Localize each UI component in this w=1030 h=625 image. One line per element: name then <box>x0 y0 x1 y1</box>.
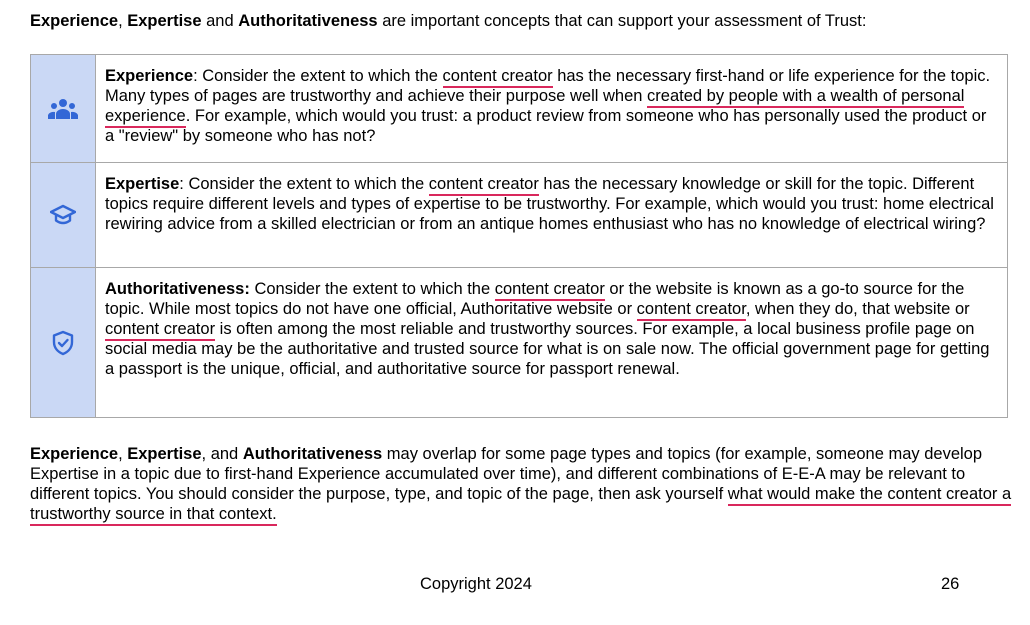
expertise-definition <box>96 163 1008 268</box>
intro-term-experience: Experience <box>30 12 119 30</box>
definition-text: has the necessary knowledge or skill for the topic. Different topics require different levels and types of expertise to be trustworthy. For example, which would you trust: home electrical rewiring advice from a skilled electrician or from an antique homes enthusiast who has no knowledge of electrical wiring? <box>105 175 994 233</box>
underlined-phrase: content creator <box>495 280 605 301</box>
people-group-icon <box>31 98 95 120</box>
closing-term-expertise: Expertise <box>127 445 202 463</box>
intro-term-expertise: Expertise <box>127 12 202 30</box>
icon-cell <box>31 163 96 268</box>
definition-text: is often among the most reliable and trustworthy sources. For example, a local business profile page on social media may be the authoritative and trusted source for what is on sale now. The official government page for getting a passport is the unique, official, and authoritative source for passport renewal. <box>105 320 990 378</box>
underlined-phrase: content creator <box>105 320 215 341</box>
table-row-experience <box>31 55 1008 163</box>
graduation-cap-icon <box>31 204 95 226</box>
term-experience: Experience <box>105 67 194 85</box>
intro-term-authoritativeness: Authoritativeness <box>238 12 378 30</box>
definition-text: Consider the extent to which the <box>249 280 495 298</box>
underlined-phrase: created by people with a wealth of personal experience <box>105 87 964 128</box>
underlined-phrase: what would make the content creator a trustworthy source in that context. <box>30 485 1011 526</box>
closing-term-authoritativeness: Authoritativeness <box>242 445 383 463</box>
definition-text: has the necessary first-hand or life experience for the topic. Many types of pages are trustworthy and achieve their purpose well when <box>105 67 991 105</box>
experience-definition <box>96 55 1008 163</box>
intro-paragraph <box>30 11 1015 31</box>
term-expertise: Expertise <box>105 175 180 193</box>
definition-text: : Consider the extent to which the <box>179 175 429 193</box>
term-authoritativeness: Authoritativeness: <box>105 280 250 298</box>
intro-sep: and <box>201 12 239 30</box>
intro-text: are important concepts that can support your assessment of Trust: <box>377 12 867 30</box>
shield-check-icon <box>31 330 95 356</box>
closing-term-experience: Experience <box>30 445 119 463</box>
definition-text: : Consider the extent to which the <box>193 67 443 85</box>
underlined-phrase: content creator <box>637 300 746 321</box>
closing-paragraph <box>30 444 1015 524</box>
eeat-table <box>30 54 1008 418</box>
intro-sep: , <box>118 12 128 30</box>
definition-text: . For example, which would you trust: a product review from someone who has personally used the product or a "review" by someone who has not? <box>105 107 987 145</box>
definition-text: , when they do, that website or <box>745 300 970 318</box>
closing-text: may overlap for some page types and topics (for example, someone may develop Expertise in a topic due to first-hand Experience accumulated over time), and different combinations of E-E-A may be relevant to different topics. You should consider the purpose, type, and topic of the page, then ask yourself <box>30 445 983 503</box>
closing-sep: , <box>118 445 128 463</box>
definition-text: or the website is known as a go-to source for the topic. While most topics do not have one official, Authoritative website or <box>105 280 965 318</box>
table-row-authoritativeness <box>31 268 1008 418</box>
closing-sep: , and <box>201 445 243 463</box>
underlined-phrase: content creator <box>429 175 539 196</box>
page-number: 26 <box>941 575 960 593</box>
copyright-text: Copyright 2024 <box>420 575 532 593</box>
icon-cell <box>31 268 96 418</box>
table-row-expertise <box>31 163 1008 268</box>
icon-cell <box>31 55 96 163</box>
underlined-phrase: content creator <box>443 67 553 88</box>
authoritativeness-definition <box>96 268 1008 418</box>
